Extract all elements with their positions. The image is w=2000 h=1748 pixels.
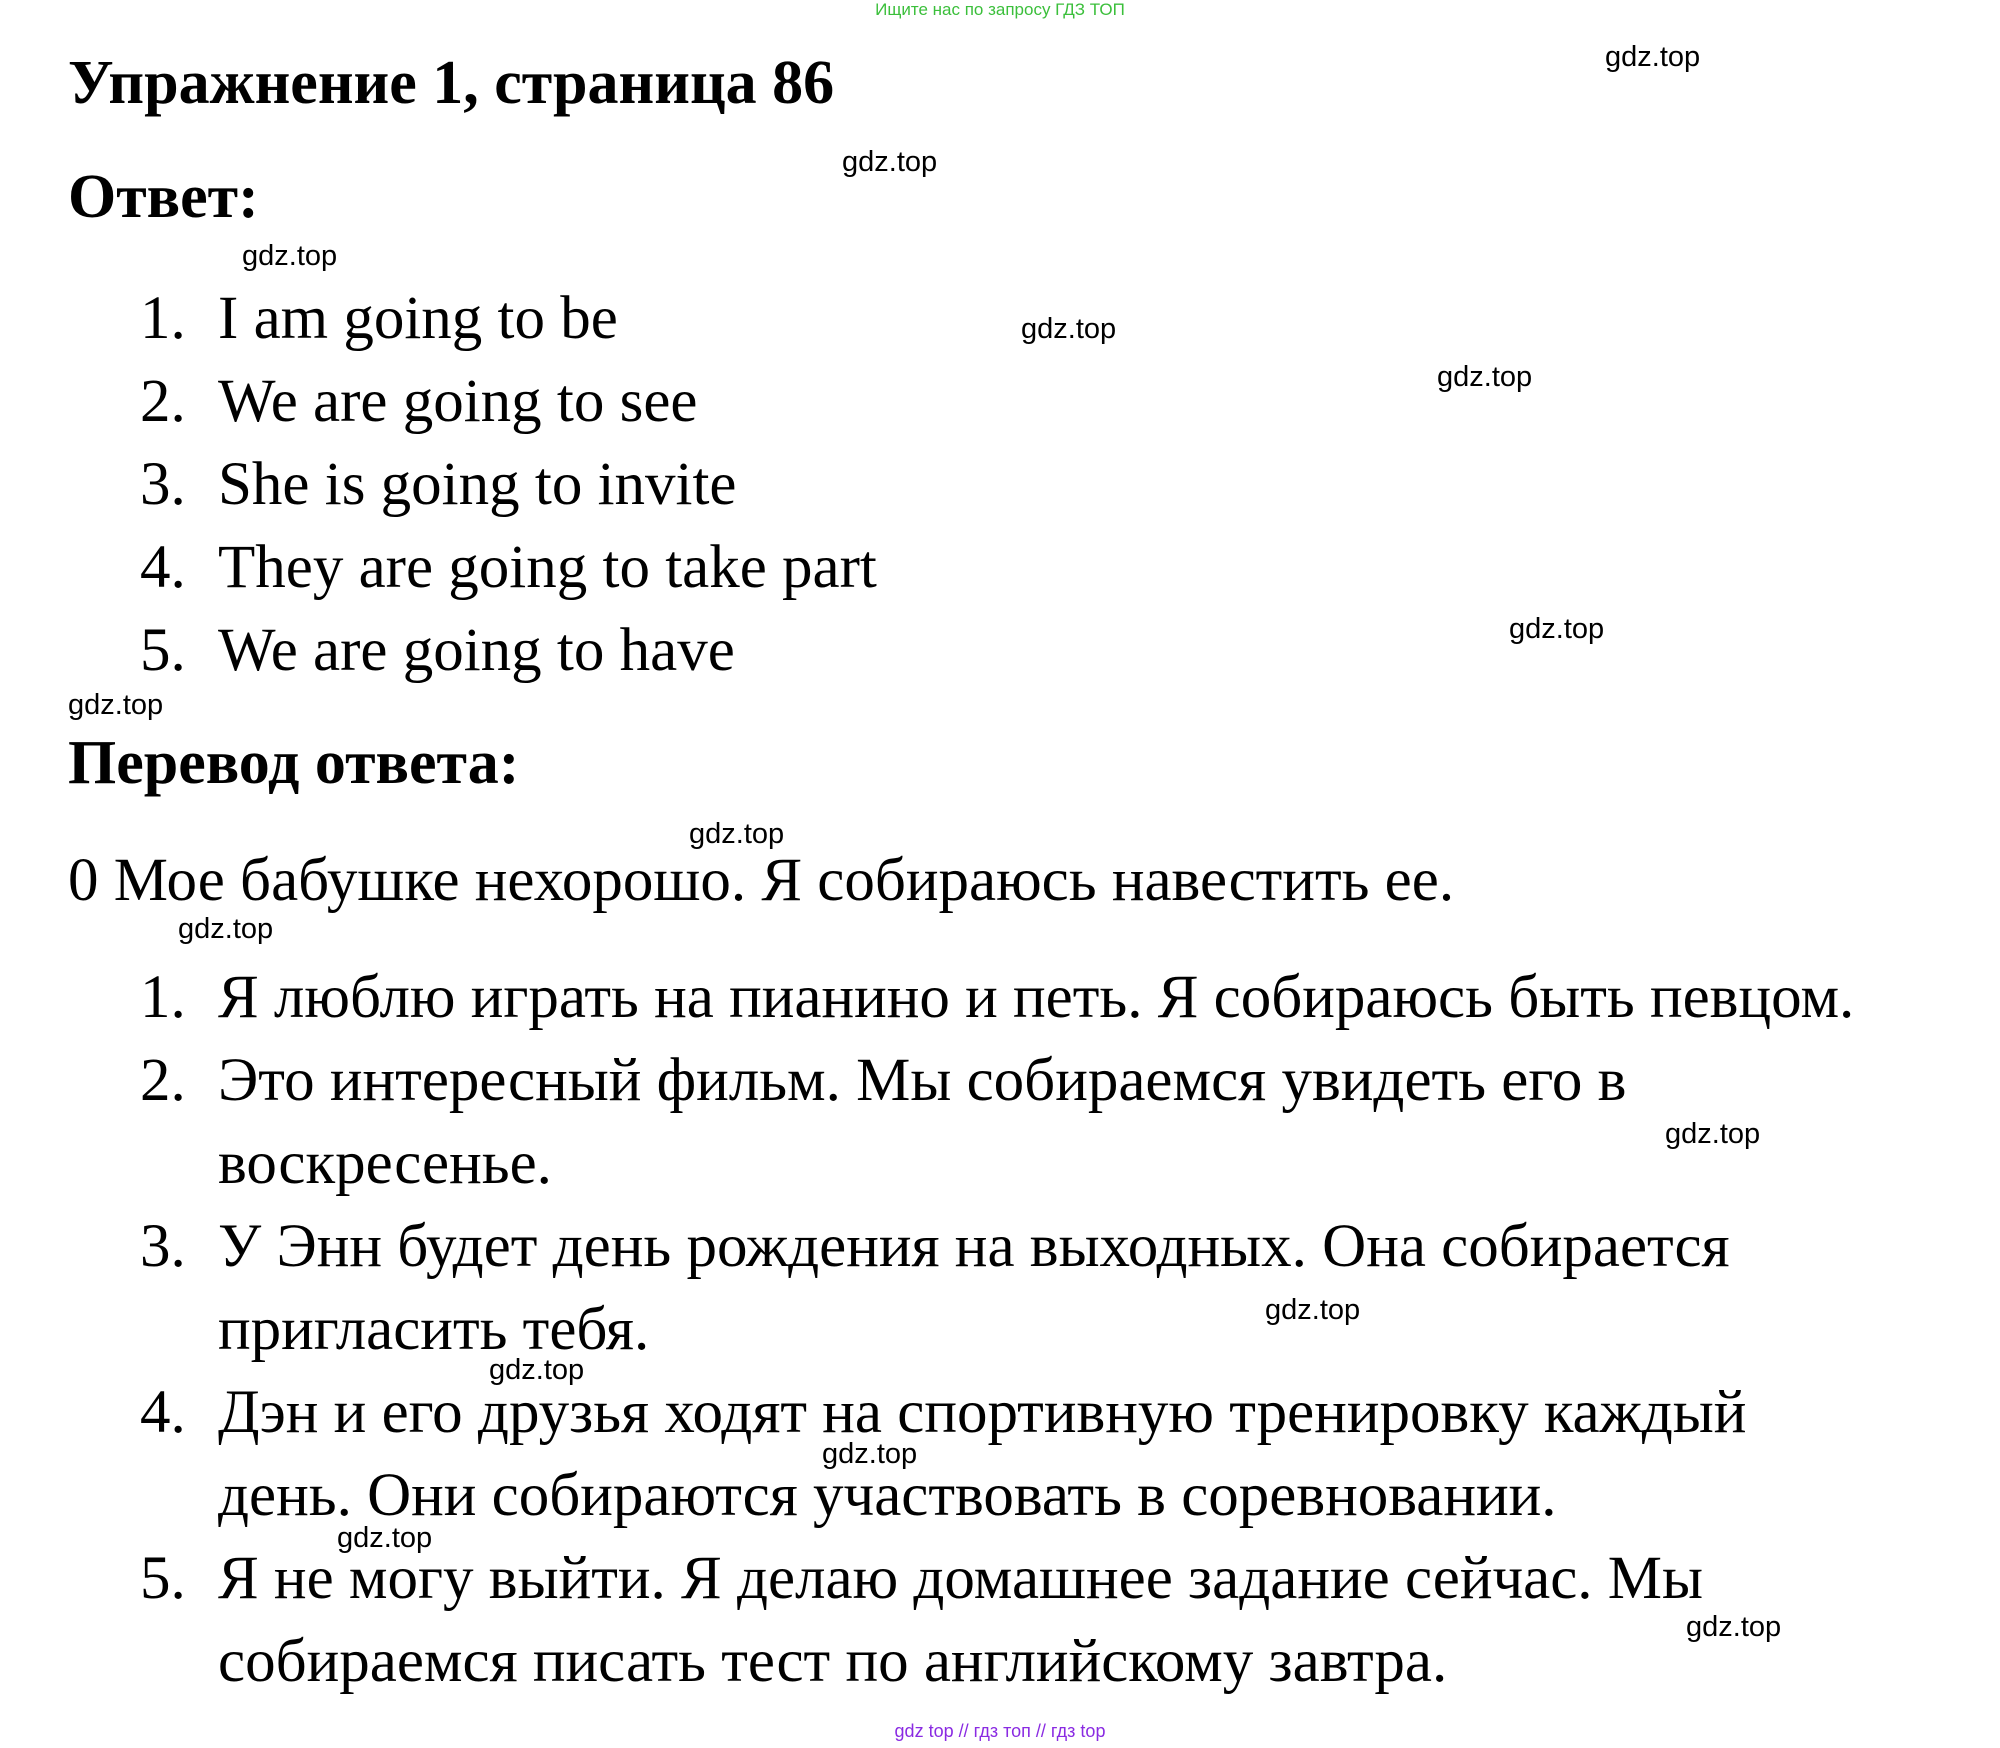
list-item-text: воскресенье. (218, 1130, 552, 1197)
watermark: gdz.top (1509, 613, 1605, 645)
list-item-number: 2. (140, 1047, 186, 1114)
list-item-number: 1. (140, 285, 186, 352)
list-item-number: 3. (140, 1213, 186, 1280)
top-banner: Ищите нас по запросу ГДЗ ТОП (875, 0, 1125, 19)
list-item-text: Дэн и его друзья ходят на спортивную тренировку каждый (218, 1379, 1747, 1446)
watermark: gdz.top (1021, 313, 1117, 345)
list-item-number: 4. (140, 534, 186, 601)
translation-heading: Перевод ответа: (68, 729, 520, 797)
list-item-number: 1. (140, 964, 186, 1031)
watermark: gdz.top (689, 818, 785, 850)
list-item-number: 2. (140, 368, 186, 435)
list-item-text: собираемся писать тест по английскому завтра. (218, 1628, 1448, 1695)
watermark: gdz.top (1605, 41, 1701, 73)
example-line: 0 Мое бабушке нехорошо. Я собираюсь навестить ее. (68, 847, 1455, 914)
watermark: gdz.top (1686, 1611, 1782, 1643)
list-item-text: We are going to see (218, 368, 698, 435)
list-item-text: Я не могу выйти. Я делаю домашнее задание сейчас. Мы (218, 1545, 1704, 1612)
list-item-number: 5. (140, 617, 186, 684)
watermark: gdz.top (1437, 361, 1533, 393)
page-title: Упражнение 1, страница 86 (68, 49, 835, 117)
watermark: gdz.top (68, 689, 164, 721)
watermark: gdz.top (337, 1522, 433, 1554)
list-item-text: пригласить тебя. (218, 1296, 650, 1363)
watermark: gdz.top (489, 1354, 585, 1386)
list-item-number: 3. (140, 451, 186, 518)
bottom-banner: gdz top // гдз топ // гдз top (894, 1721, 1106, 1741)
watermark: gdz.top (1665, 1118, 1761, 1150)
list-item-text: They are going to take part (218, 534, 877, 601)
answer-heading: Ответ: (68, 163, 259, 231)
watermark: gdz.top (242, 240, 338, 272)
list-item-number: 4. (140, 1379, 186, 1446)
list-item-text: день. Они собираются участвовать в соревновании. (218, 1462, 1557, 1529)
list-item-text: We are going to have (218, 617, 735, 684)
watermark: gdz.top (178, 913, 274, 945)
watermark: gdz.top (1265, 1294, 1361, 1326)
list-item-number: 5. (140, 1545, 186, 1612)
list-item-text: У Энн будет день рождения на выходных. Она собирается (218, 1213, 1730, 1280)
list-item-text: Я люблю играть на пианино и петь. Я собираюсь быть певцом. (218, 964, 1855, 1031)
list-item-text: Это интересный фильм. Мы собираемся увидеть его в (218, 1047, 1627, 1114)
list-item-text: I am going to be (218, 285, 618, 352)
watermark: gdz.top (822, 1438, 918, 1470)
watermark: gdz.top (842, 146, 938, 178)
list-item-text: She is going to invite (218, 451, 737, 518)
